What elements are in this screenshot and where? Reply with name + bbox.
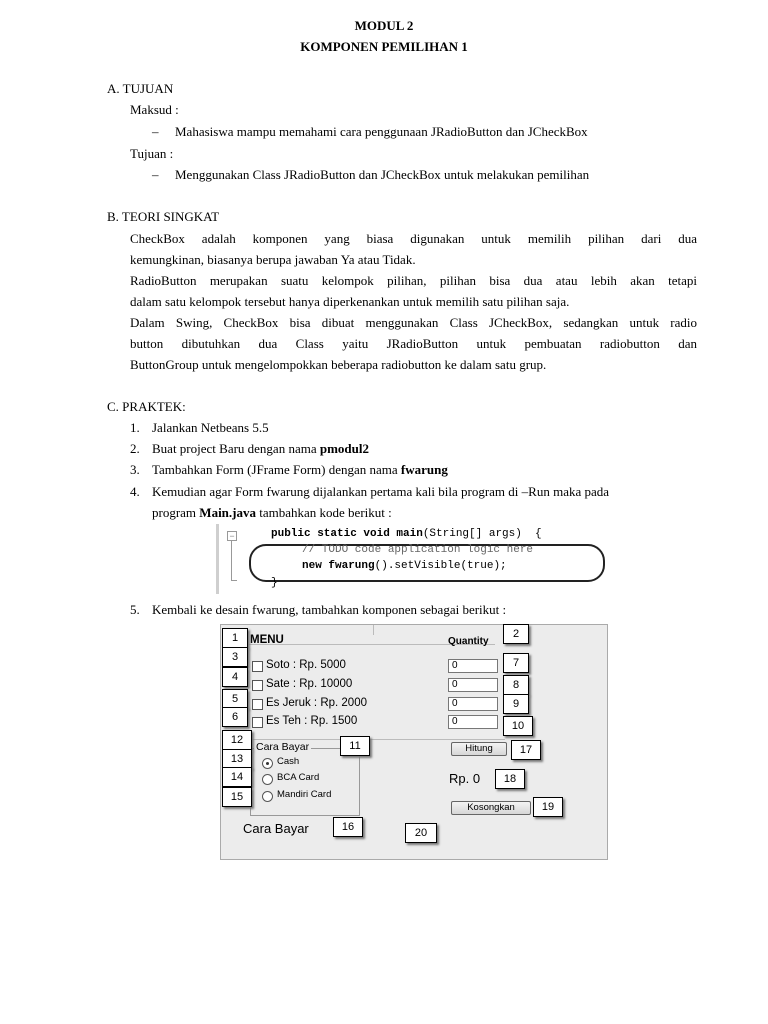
bullet: – xyxy=(152,124,159,139)
callout-5: 5 xyxy=(222,689,248,709)
code-text: ().setVisible(true); xyxy=(374,560,507,572)
teori-line: kemungkinan, biasanya berupa jawaban Ya atau Tidak. xyxy=(130,252,416,267)
step-number: 3. xyxy=(130,462,140,477)
step-4-line1: Kemudian agar Form fwarung dijalankan pertama kali bila program di –Run maka pada xyxy=(152,484,610,499)
callout-13: 13 xyxy=(222,749,252,769)
cara-bayar-output: Cara Bayar xyxy=(243,821,309,836)
qty-soto-field[interactable]: 0 xyxy=(448,659,498,673)
tujuan-label: Tujuan : xyxy=(130,146,174,161)
es-teh-label: Es Teh : Rp. 1500 xyxy=(266,715,358,727)
code-line-1 xyxy=(271,528,542,540)
step-4-text: program xyxy=(152,505,200,520)
module-subtitle: KOMPONEN PEMILIHAN 1 xyxy=(300,39,468,54)
step-2-text: Buat project Baru dengan nama xyxy=(152,441,320,456)
step-5: Kembali ke desain fwarung, tambahkan komponen sebagai berikut : xyxy=(152,602,507,617)
menu-label: MENU xyxy=(250,634,284,646)
code-comment: // TODO code application logic here xyxy=(302,544,534,556)
step-number: 5. xyxy=(130,602,140,617)
step-number: 2. xyxy=(130,441,140,456)
total-label: Rp. 0 xyxy=(449,771,481,786)
fold-line-end xyxy=(231,580,237,581)
callout-19: 19 xyxy=(533,797,563,817)
code-line-3 xyxy=(302,560,507,572)
step-number: 1. xyxy=(130,420,140,435)
callout-1: 1 xyxy=(222,628,248,648)
fold-line xyxy=(231,541,232,581)
section-a-heading: A. TUJUAN xyxy=(107,81,174,96)
guide-line xyxy=(373,625,374,635)
callout-12: 12 xyxy=(222,730,252,750)
section-c-heading: C. PRAKTEK: xyxy=(107,399,186,414)
qty-es-teh-field[interactable]: 0 xyxy=(448,715,498,729)
step-4-bold: Main.java xyxy=(199,505,256,520)
kosongkan-button[interactable]: Kosongkan xyxy=(451,801,531,815)
callout-17: 17 xyxy=(511,740,541,760)
step-4-line2 xyxy=(152,505,392,521)
callout-6: 6 xyxy=(222,707,248,727)
soto-checkbox[interactable] xyxy=(252,661,263,672)
step-1: Jalankan Netbeans 5.5 xyxy=(152,420,269,435)
teori-line: Dalam Swing, CheckBox bisa dibuat menggunakan Class JCheckBox, sedangkan untuk radio xyxy=(130,315,697,330)
sate-checkbox[interactable] xyxy=(252,680,263,691)
quantity-label: Quantity xyxy=(448,636,489,647)
callout-20: 20 xyxy=(405,823,437,843)
teori-line: dalam satu kelompok tersebut hanya diperkenankan untuk memilih satu pilihan saja. xyxy=(130,294,570,309)
mandiri-card-label: Mandiri Card xyxy=(277,789,332,800)
callout-2: 2 xyxy=(503,624,529,644)
guide-line xyxy=(245,739,505,740)
step-3-text: Tambahkan Form (JFrame Form) dengan nama xyxy=(152,462,401,477)
code-line-4: } xyxy=(271,577,278,589)
maksud-label: Maksud : xyxy=(130,102,179,117)
step-number: 4. xyxy=(130,484,140,499)
code-method: main xyxy=(396,528,423,540)
mandiri-card-radio[interactable] xyxy=(262,791,273,802)
es-jeruk-label: Es Jeruk : Rp. 2000 xyxy=(266,697,367,709)
cash-label: Cash xyxy=(277,756,300,767)
teori-line: button dibutuhkan dua Class yaitu JRadioButton untuk pembuatan radiobutton dan xyxy=(130,336,697,351)
editor-gutter xyxy=(216,524,219,594)
tujuan-item: Menggunakan Class JRadioButton dan JCheckBox untuk melakukan pemilihan xyxy=(175,167,590,182)
callout-11: 11 xyxy=(340,736,370,756)
hitung-button[interactable]: Hitung xyxy=(451,742,507,756)
code-keyword: new xyxy=(302,560,329,572)
callout-7: 7 xyxy=(503,653,529,673)
cara-bayar-panel-title: Cara Bayar xyxy=(256,741,310,753)
bullet: – xyxy=(152,167,159,182)
step-2 xyxy=(152,441,369,457)
soto-label: Soto : Rp. 5000 xyxy=(266,659,346,671)
code-keyword: public static void xyxy=(271,528,397,540)
callout-4: 4 xyxy=(222,667,248,687)
callout-9: 9 xyxy=(503,694,529,714)
fold-icon: − xyxy=(227,531,237,541)
step-3-bold: fwarung xyxy=(400,462,448,477)
qty-es-jeruk-field[interactable]: 0 xyxy=(448,697,498,711)
cash-radio[interactable] xyxy=(262,758,273,769)
radio-dot xyxy=(266,762,269,765)
step-2-bold: pmodul2 xyxy=(319,441,369,456)
callout-3: 3 xyxy=(222,647,248,667)
code-class: fwarung xyxy=(328,560,375,572)
bca-card-radio[interactable] xyxy=(262,774,273,785)
bca-card-label: BCA Card xyxy=(277,772,320,783)
callout-14: 14 xyxy=(222,767,252,787)
code-text: (String[] args) { xyxy=(422,528,542,540)
es-teh-checkbox[interactable] xyxy=(252,717,263,728)
callout-8: 8 xyxy=(503,675,529,695)
qty-sate-field[interactable]: 0 xyxy=(448,678,498,692)
section-b-heading: B. TEORI SINGKAT xyxy=(107,209,220,224)
callout-18: 18 xyxy=(495,769,525,789)
teori-line: RadioButton merupakan suatu kelompok pilihan, pilihan bisa dua atau lebih akan tetapi xyxy=(130,273,697,288)
module-title: MODUL 2 xyxy=(354,18,414,33)
code-snippet xyxy=(216,524,608,594)
es-jeruk-checkbox[interactable] xyxy=(252,699,263,710)
callout-10: 10 xyxy=(503,716,533,736)
callout-15: 15 xyxy=(222,787,252,807)
teori-line: CheckBox adalah komponen yang biasa digunakan untuk memilih pilihan dari dua xyxy=(130,231,697,246)
maksud-item: Mahasiswa mampu memahami cara penggunaan JRadioButton dan JCheckBox xyxy=(175,124,588,139)
step-4-text: tambahkan kode berikut : xyxy=(256,505,392,520)
callout-16: 16 xyxy=(333,817,363,837)
sate-label: Sate : Rp. 10000 xyxy=(266,678,353,690)
teori-line: ButtonGroup untuk mengelompokkan beberapa radiobutton ke dalam satu grup. xyxy=(130,357,547,372)
step-3 xyxy=(152,462,448,478)
